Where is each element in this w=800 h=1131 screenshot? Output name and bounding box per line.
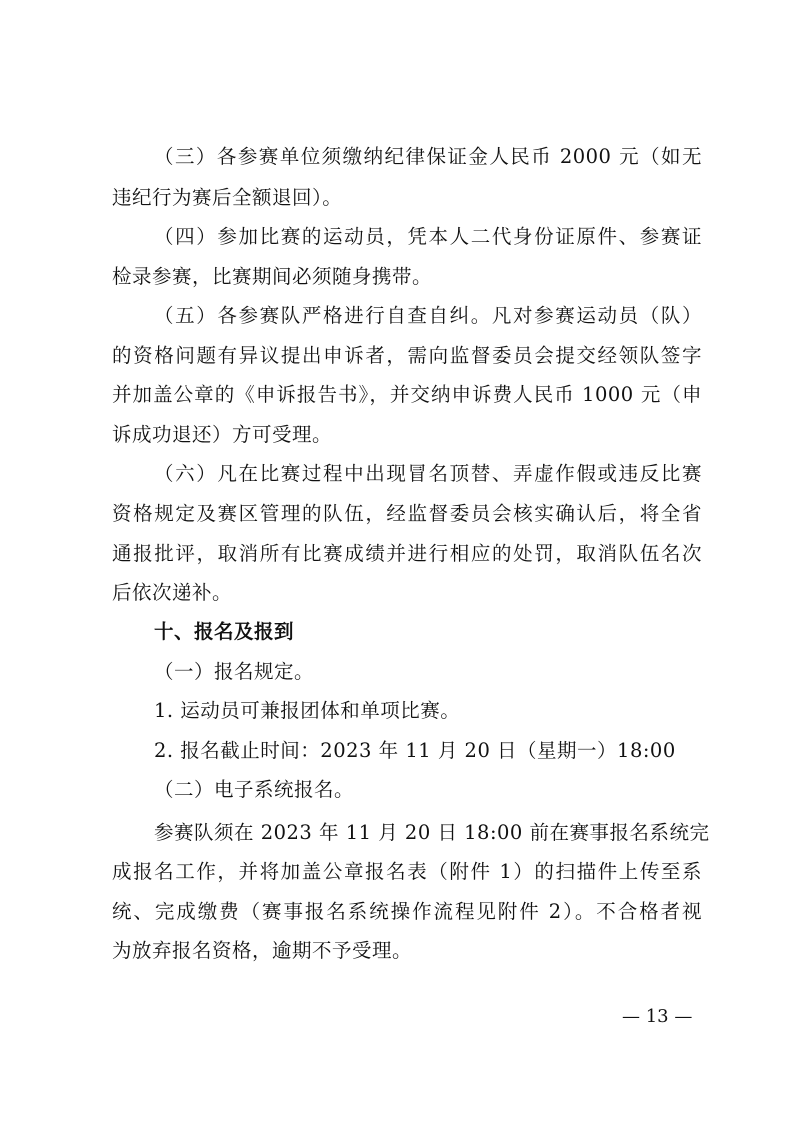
paragraph-3-line-2: 违纪行为赛后全额退回）。 [112, 186, 343, 209]
paragraph-registration-line-3: 统、完成缴费（赛事报名系统操作流程见附件 2）。不合格者视 [112, 900, 702, 923]
paragraph-5-line-1: （五）各参赛队严格进行自查自纠。凡对参赛运动员（队） [154, 304, 702, 327]
page-number: — 13 — [622, 1006, 693, 1027]
paragraph-5-line-4: 诉成功退还）方可受理。 [112, 423, 333, 446]
paragraph-3-line-1: （三）各参赛单位须缴纳纪律保证金人民币 2000 元（如无 [154, 145, 702, 168]
section-heading: 十、报名及报到 [154, 620, 295, 643]
subsection-heading-1: （一）报名规定。 [154, 660, 315, 683]
paragraph-6-line-2: 资格规定及赛区管理的队伍，经监督委员会核实确认后，将全省 [112, 502, 702, 525]
paragraph-4-line-1: （四）参加比赛的运动员，凭本人二代身份证原件、参赛证 [154, 225, 702, 248]
paragraph-registration-line-2: 成报名工作，并将加盖公章报名表（附件 1）的扫描件上传至系 [112, 860, 702, 883]
list-item-1: 1. 运动员可兼报团体和单项比赛。 [154, 699, 461, 722]
paragraph-5-line-3: 并加盖公章的《申诉报告书》，并交纳申诉费人民币 1000 元（申 [112, 383, 702, 406]
list-item-2: 2. 报名截止时间：2023 年 11 月 20 日（星期一）18:00 [154, 739, 676, 762]
paragraph-6-line-4: 后依次递补。 [112, 581, 233, 604]
paragraph-6-line-1: （六）凡在比赛过程中出现冒名顶替、弄虚作假或违反比赛 [154, 462, 702, 485]
paragraph-6-line-3: 通报批评，取消所有比赛成绩并进行相应的处罚，取消队伍名次 [112, 542, 702, 565]
paragraph-registration-line-1: 参赛队须在 2023 年 11 月 20 日 18:00 前在赛事报名系统完 [154, 821, 710, 844]
paragraph-4-line-2: 检录参赛，比赛期间必须随身携带。 [112, 265, 433, 288]
paragraph-registration-line-4: 为放弃报名资格，逾期不予受理。 [112, 939, 413, 962]
paragraph-5-line-2: 的资格问题有异议提出申诉者，需向监督委员会提交经领队签字 [112, 344, 702, 367]
subsection-heading-2: （二）电子系统报名。 [154, 778, 355, 801]
